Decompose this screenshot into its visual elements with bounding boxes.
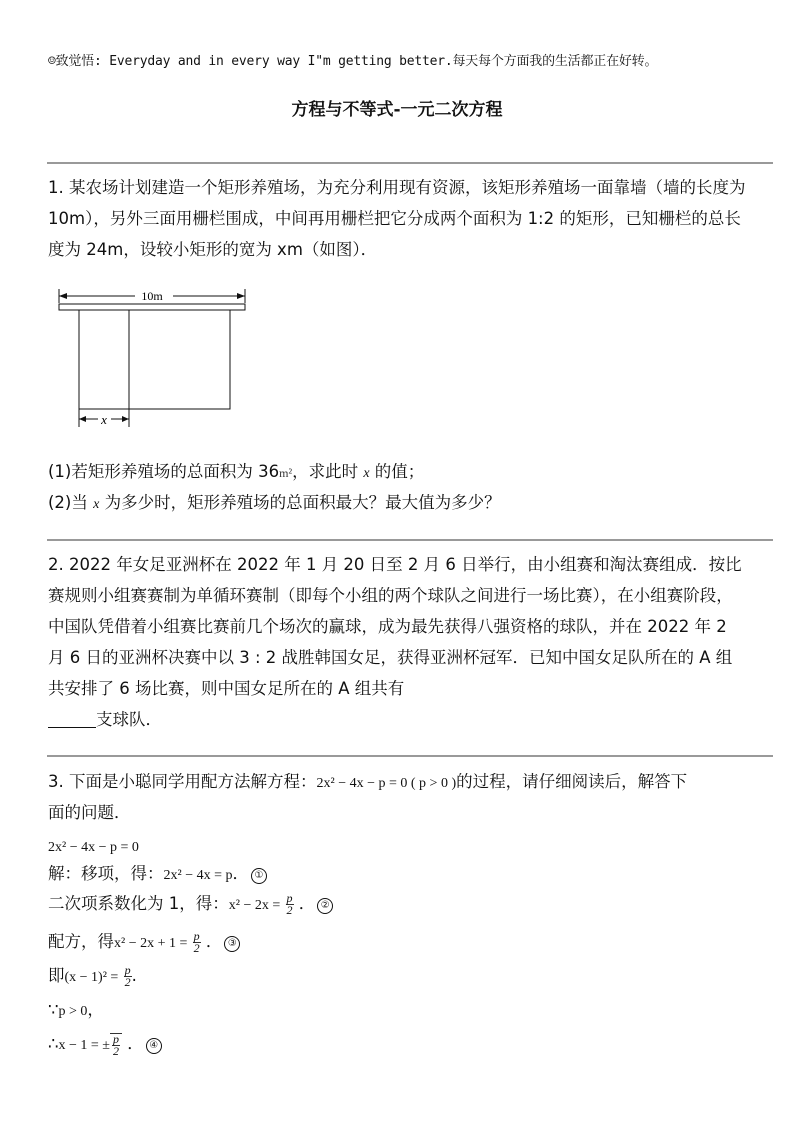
q1-sub2: (2)当 x 为多少时，矩形养殖场的总面积最大？最大值为多少？ [48, 493, 501, 512]
q3-step6: ∴x − 1 = ± $\frac{p}{2}$ ． ④ [48, 1030, 162, 1057]
divider [47, 162, 773, 164]
fraction: $\frac{p}{2}$ [193, 929, 200, 955]
q3-step3: 配方，得x² − 2x + 1 = $\frac{p}{2}$ ． ③ [48, 928, 240, 954]
figure-top-label: 10m [141, 289, 163, 303]
q1-figure [55, 285, 255, 430]
q3-step1: 解：移项，得：2x² − 4x = p． ① [48, 860, 267, 884]
header-motto: ☺致觉悟: Everyday and in every way I"m getting better.每天每个方面我的生活都正在好转。 [48, 54, 658, 69]
divider [47, 539, 773, 541]
q2-text: 2. 2022 年女足亚洲杯在 2022 年 1 月 20 日至 2 月 6 日举行，由小组赛和淘汰赛组成．按比赛规则小组赛赛制为单循环赛制（即每个小组的两个球队之间进行一场比赛），在小组赛阶段，中国队凭借着小组赛比赛前几个场次的赢球，成为最先获得八强资格的球队，并在 2022 年 2 月 6 日的亚洲杯决赛中以 3 : 2 战胜韩国女足，获得亚洲杯冠军．已知中国女足队所在的 A 组共安排了 6 场比赛，则中国女足所在的 A 组共有 支球队． [48, 555, 742, 729]
q3-line2: 面的问题． [48, 803, 131, 822]
q1-sub1: (1)若矩形养殖场的总面积为 36m²，求此时 x 的值； [48, 462, 425, 481]
q3-step4: 即(x − 1)² = $\frac{p}{2}$ . [48, 963, 137, 989]
q3-line1: 3. 下面是小聪同学用配方法解方程：2x² − 4x − p = 0 ( p > 0 )的过程，请仔细阅读后，解答下 [48, 772, 688, 791]
q3-eq0: 2x² − 4x − p = 0 [48, 840, 139, 855]
sqrt-sign: $\frac{p}{2}$ [110, 1033, 122, 1057]
fraction: $\frac{p}{2}$ [124, 963, 131, 989]
answer-blank[interactable] [48, 709, 96, 728]
page-title: 方程与不等式-一元二次方程 [291, 100, 503, 120]
q3-step5: ∵p > 0， [48, 1000, 104, 1019]
divider [47, 755, 773, 757]
q1-text: 1. 某农场计划建造一个矩形养殖场，为充分利用现有资源，该矩形养殖场一面靠墙（墙的长度为 10m），另外三面用栅栏围成，中间再用栅栏把它分成两个面积为 1:2 的矩形，已知栅栏的总长度为 24m，设较小矩形的宽为 xm（如图）． [48, 178, 746, 259]
figure-bottom-label: x [101, 412, 107, 427]
fraction: $\frac{p}{2}$ [286, 891, 293, 917]
q3-step2: 二次项系数化为 1，得：x² − 2x = $\frac{p}{2}$ ． ② [48, 890, 333, 916]
